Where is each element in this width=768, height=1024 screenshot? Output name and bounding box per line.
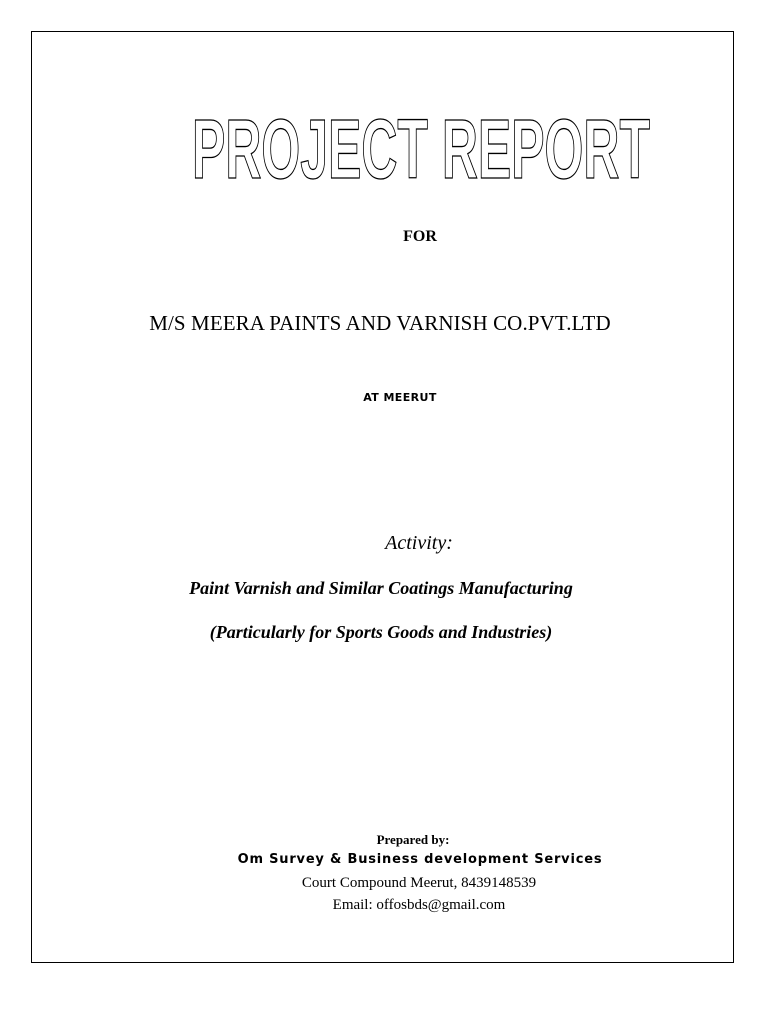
- prepared-by-label: Prepared by:: [376, 832, 450, 847]
- activity-heading: Activity:: [385, 532, 453, 554]
- report-title: [188, 112, 658, 187]
- for-label: FOR: [403, 228, 437, 245]
- report-title-text: PROJECT REPORT: [192, 112, 650, 187]
- preparer-email: Email: offosbds@gmail.com: [332, 897, 506, 913]
- location-label: AT MEERUT: [363, 391, 437, 404]
- preparer-address: Court Compound Meerut, 8439148539: [301, 875, 537, 891]
- activity-subdescription: (Particularly for Sports Goods and Industries): [209, 622, 553, 642]
- preparer-organization: Om Survey & Business development Services: [237, 852, 603, 867]
- company-name: M/S MEERA PAINTS AND VARNISH CO.PVT.LTD: [149, 311, 611, 335]
- activity-description: Paint Varnish and Similar Coatings Manufacturing: [189, 578, 573, 598]
